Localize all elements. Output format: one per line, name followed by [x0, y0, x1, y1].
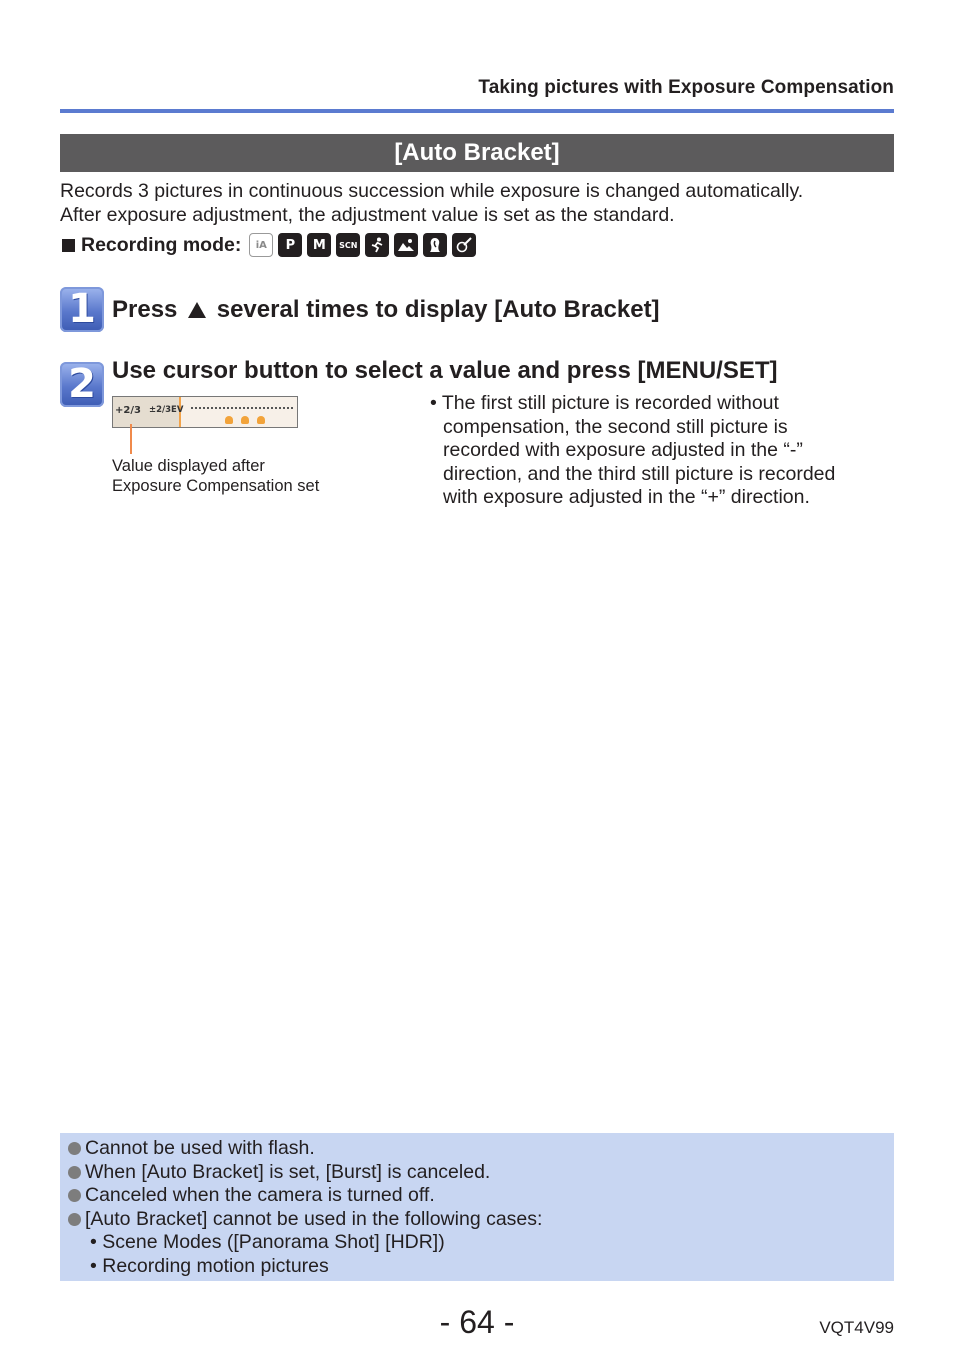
step-2-badge [60, 362, 104, 407]
bullet-dot-icon [68, 1166, 81, 1179]
note-item: Cannot be used with flash. [68, 1137, 886, 1161]
mode-icons [249, 233, 481, 257]
step-2-note: • The first still picture is recorded without compensation, the second still picture is recorded with exposure adjusted in the “-” direction, and the third still picture is recorded with exposure adjusted in the “+” direction. [430, 392, 836, 509]
step-2-title: Use cursor button to select a value and press [MENU/SET] [112, 357, 778, 384]
step-1-number: 1 [68, 286, 96, 332]
bullet-dot-icon [68, 1189, 81, 1202]
step-1-title [112, 296, 660, 324]
document-code: VQT4V99 [819, 1318, 894, 1337]
step-1-text-after: several times to display [Auto Bracket] [216, 296, 660, 323]
up-arrow-icon [188, 302, 206, 318]
lcd-display [112, 396, 298, 428]
page-number: - 64 - [439, 1304, 515, 1340]
square-bullet-icon [62, 239, 75, 252]
step-1-badge [60, 287, 104, 332]
note-subitem: • Scene Modes ([Panorama Shot] [HDR]) [90, 1231, 445, 1254]
program-ae-icon: P [278, 233, 302, 257]
intro-line-1: Records 3 pictures in continuous succession while exposure is changed automatically. [60, 180, 804, 202]
portrait-icon [423, 233, 447, 257]
intro-line-2: After exposure adjustment, the adjustment value is set as the standard. [60, 204, 675, 226]
creative-control-icon [452, 233, 476, 257]
caption-line-2: Exposure Compensation set [112, 477, 320, 495]
bullet-dot-icon [68, 1142, 81, 1155]
recording-mode [60, 232, 481, 258]
intro-text [60, 179, 894, 227]
exposure-scale [191, 401, 293, 409]
note-subitem: • Recording motion pictures [90, 1254, 329, 1277]
note-item: [Auto Bracket] cannot be used in the following cases: [68, 1208, 886, 1232]
step-1-text-before: Press [112, 296, 178, 323]
note-item: When [Auto Bracket] is set, [Burst] is canceled. [68, 1161, 886, 1185]
lcd-caption [112, 456, 319, 496]
scenery-icon [394, 233, 418, 257]
manual-exposure-icon: M [307, 233, 331, 257]
step-2-number: 2 [68, 361, 96, 407]
notes-box [60, 1133, 894, 1281]
bracket-marker-icon [241, 416, 249, 424]
sports-icon [365, 233, 389, 257]
section-title: [Auto Bracket] [60, 134, 894, 172]
bullet-dot-icon [68, 1213, 81, 1226]
scene-mode-icon: SCN [336, 233, 360, 257]
bracket-marker-icon [225, 416, 233, 424]
bracket-marker-icon [257, 416, 265, 424]
note-item: Canceled when the camera is turned off. [68, 1184, 886, 1208]
callout-line [130, 424, 132, 454]
caption-line-1: Value displayed after [112, 457, 265, 475]
running-header: Taking pictures with Exposure Compensation [478, 77, 894, 98]
recording-mode-label: Recording mode: [81, 233, 242, 256]
header-rule [60, 109, 894, 113]
lcd-left-value: +2/3 [115, 405, 141, 416]
lcd-mid-value: ±2/3EV [149, 405, 184, 415]
intelligent-auto-icon: iA [249, 233, 273, 257]
